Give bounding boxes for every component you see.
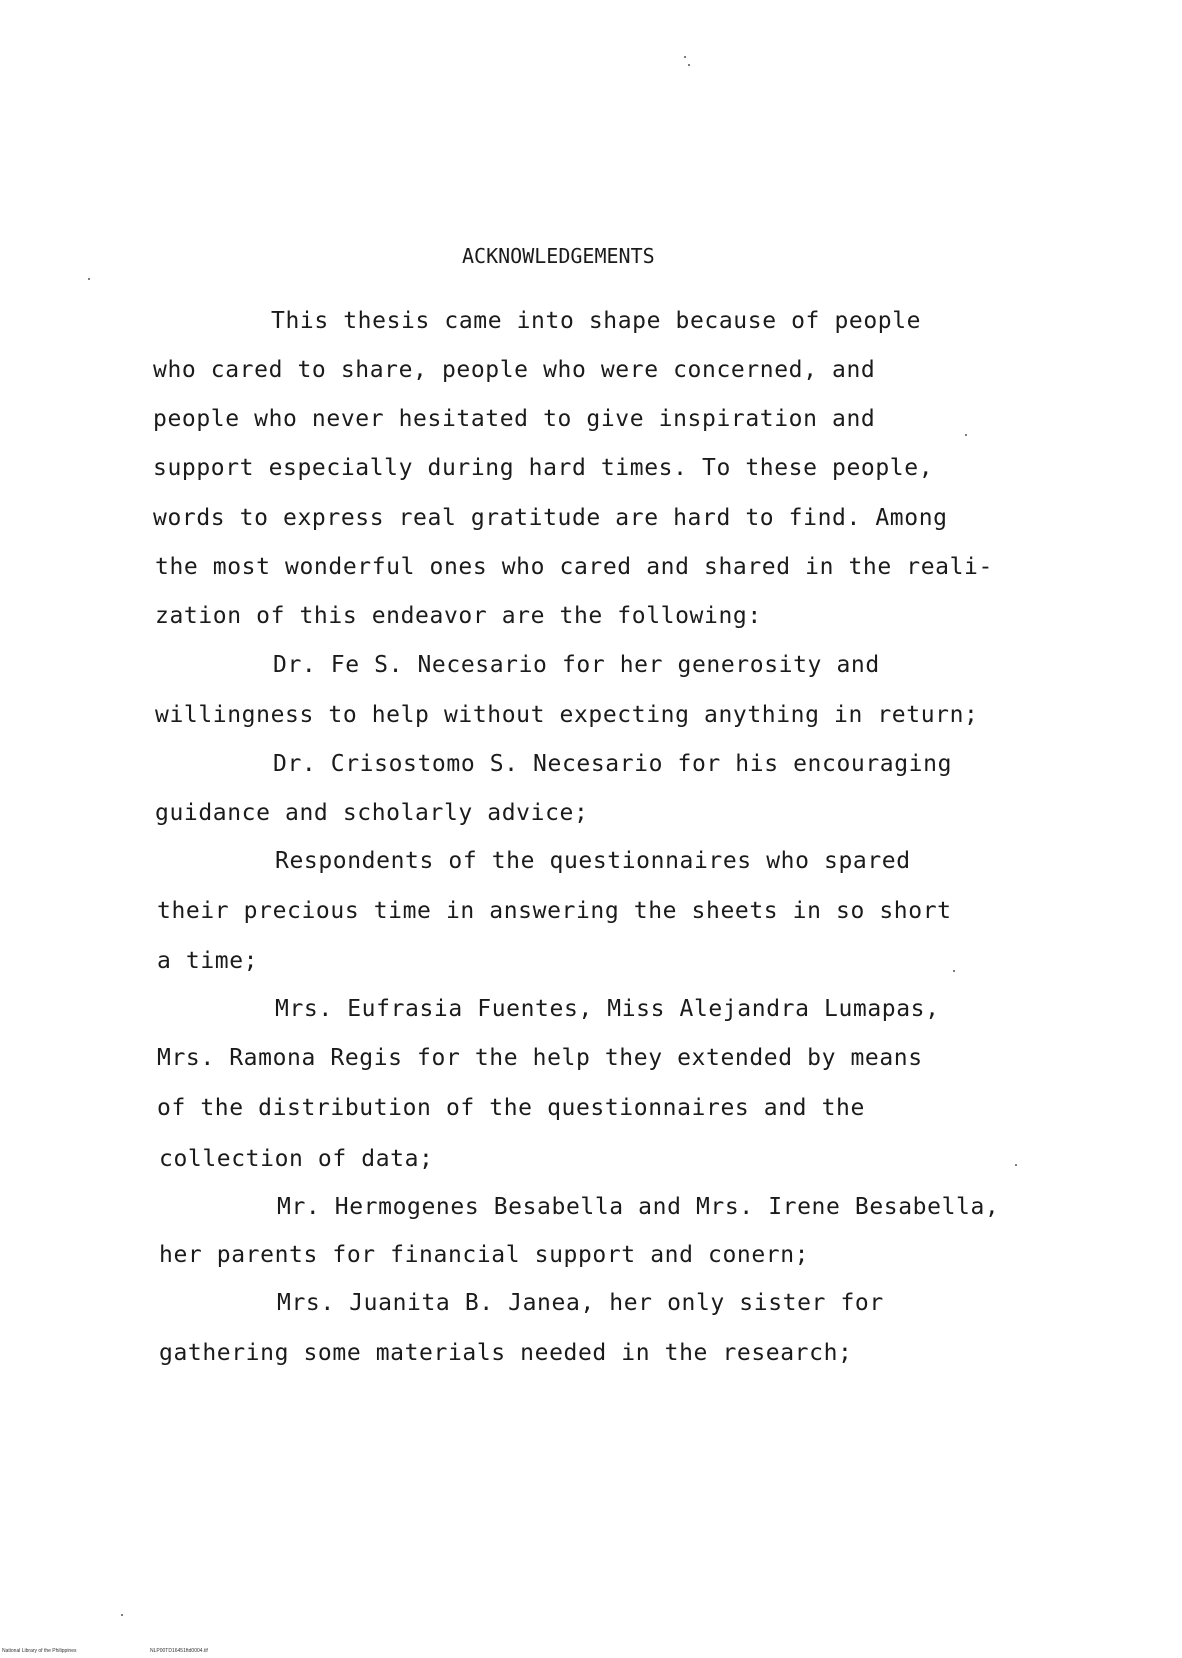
scan-speck xyxy=(688,64,690,66)
text-line: who cared to share, people who were concerned, and xyxy=(153,357,876,383)
text-line: This thesis came into shape because of people xyxy=(271,308,922,334)
footer-library: National Library of the Philippines xyxy=(2,1648,77,1654)
scan-speck xyxy=(1015,1164,1017,1166)
text-line: of the distribution of the questionnaires and the xyxy=(157,1095,865,1121)
text-line: words to express real gratitude are hard to find. Among xyxy=(153,505,948,531)
text-line: Mrs. Ramona Regis for the help they extended by means xyxy=(157,1045,923,1071)
footer-filename: NLP00TD16451ftd0004.tif xyxy=(150,1648,208,1654)
text-line: support especially during hard times. To these people, xyxy=(153,455,934,481)
scan-speck xyxy=(684,56,686,58)
scan-speck xyxy=(88,278,90,280)
text-line: her parents for financial support and conern; xyxy=(159,1242,810,1268)
page-title: ACKNOWLEDGEMENTS xyxy=(462,244,655,268)
text-line: collection of data; xyxy=(159,1146,434,1172)
text-line: Mr. Hermogenes Besabella and Mrs. Irene Besabella, xyxy=(277,1194,1000,1220)
text-line: willingness to help without expecting anything in return; xyxy=(155,702,979,728)
scan-speck xyxy=(965,434,967,436)
text-line: Mrs. Juanita B. Janea, her only sister for xyxy=(277,1290,884,1316)
text-line: Mrs. Eufrasia Fuentes, Miss Alejandra Lumapas, xyxy=(275,996,940,1022)
text-line: their precious time in answering the sheets in so short xyxy=(157,898,952,924)
scan-speck xyxy=(953,970,955,972)
text-line: people who never hesitated to give inspiration and xyxy=(153,406,876,432)
text-line: the most wonderful ones who cared and shared in the reali- xyxy=(155,554,993,580)
text-line: zation of this endeavor are the following: xyxy=(155,603,762,629)
text-line: Respondents of the questionnaires who spared xyxy=(275,848,911,874)
text-line: Dr. Fe S. Necesario for her generosity and xyxy=(273,652,880,678)
text-line: guidance and scholarly advice; xyxy=(155,800,589,826)
text-line: Dr. Crisostomo S. Necesario for his encouraging xyxy=(273,751,953,777)
text-line: a time; xyxy=(157,948,259,974)
scan-speck xyxy=(121,1614,123,1616)
text-line: gathering some materials needed in the research; xyxy=(159,1340,853,1366)
